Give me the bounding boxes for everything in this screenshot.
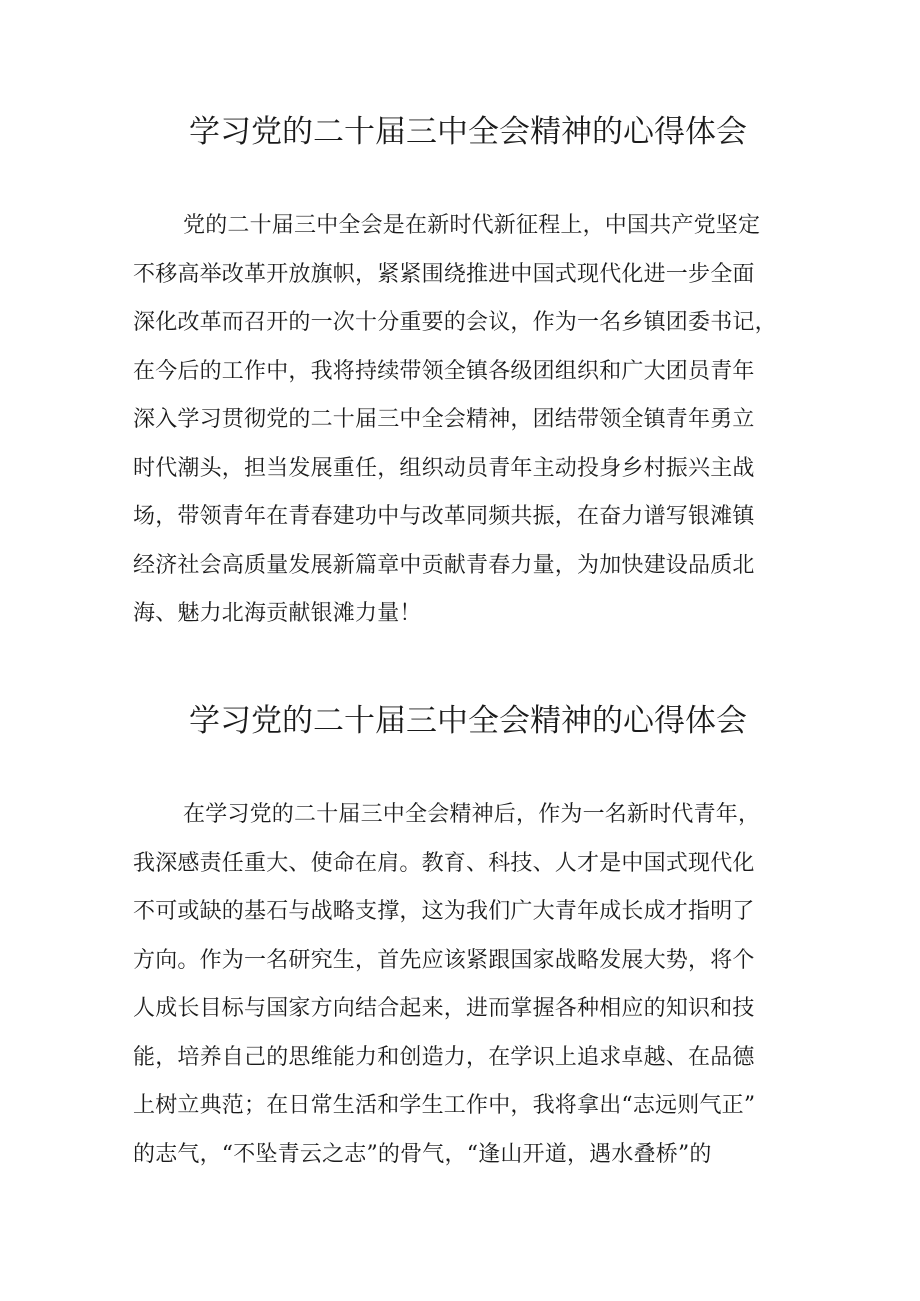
body-line: 深入学习贯彻党的二十届三中全会精神，团结带领全镇青年勇立: [133, 407, 755, 432]
article-body: [133, 202, 793, 639]
article-body: [133, 791, 793, 1179]
body-line: 经济社会高质量发展新篇章中贡献青春力量，为加快建设品质北: [133, 552, 755, 578]
article-2: [133, 697, 793, 1179]
body-line: 不移高举改革开放旗帜，紧紧围绕推进中国式现代化进一步全面: [133, 261, 755, 287]
body-line: 上树立典范；在日常生活和学生工作中，我将拿出“志远则气正”: [133, 1093, 756, 1118]
body-line: 方向。作为一名研究生，首先应该紧跟国家战略发展大势，将个: [133, 947, 755, 973]
body-line: 的志气，“不坠青云之志”的骨气，“逢山开道，遇水叠桥”的: [133, 1141, 712, 1167]
body-line: 海、魅力北海贡献银滩力量！: [133, 601, 422, 626]
body-line: 能，培养自己的思维能力和创造力，在学识上追求卓越、在品德: [133, 1044, 755, 1070]
body-line: 深化改革而召开的一次十分重要的会议，作为一名乡镇团委书记，: [133, 310, 777, 335]
body-line: 我深感责任重大、使命在肩。教育、科技、人才是中国式现代化: [133, 850, 755, 876]
body-line: 在今后的工作中，我将持续带领全镇各级团组织和广大团员青年: [133, 358, 755, 384]
body-line: 人成长目标与国家方向结合起来，进而掌握各种相应的知识和技: [133, 996, 755, 1021]
article-title: 学习党的二十届三中全会精神的心得体会: [189, 114, 747, 150]
body-line: 时代潮头，担当发展重任，组织动员青年主动投身乡村振兴主战: [133, 455, 755, 481]
body-line: 党的二十届三中全会是在新时代新征程上，中国共产党坚定: [183, 213, 761, 238]
article-title: 学习党的二十届三中全会精神的心得体会: [189, 703, 747, 739]
body-line: 不可或缺的基石与战略支撑，这为我们广大青年成长成才指明了: [133, 899, 755, 924]
article-1: [133, 108, 793, 639]
body-line: 在学习党的二十届三中全会精神后，作为一名新时代青年，: [183, 802, 761, 827]
body-line: 场，带领青年在青春建功中与改革同频共振，在奋力谱写银滩镇: [133, 504, 755, 529]
